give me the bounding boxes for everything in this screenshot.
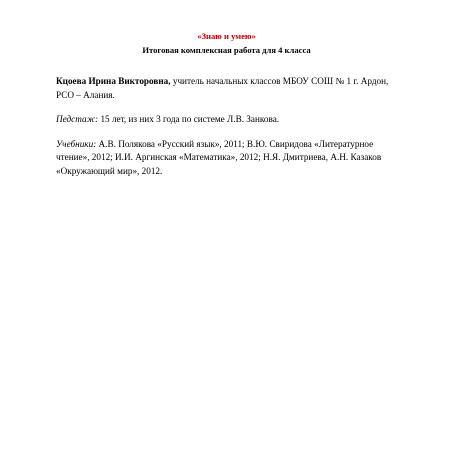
experience-paragraph: [56, 113, 397, 127]
author-name: Кцоева Ирина Викторовна,: [56, 76, 171, 86]
document-subtitle: Итоговая комплексная работа для 4 класса: [142, 45, 311, 55]
document-title: «Знаю и умею»: [197, 31, 256, 41]
experience-label: Педстаж:: [56, 114, 99, 124]
textbooks-label: Учебники:: [56, 138, 97, 149]
textbooks-paragraph: [56, 138, 397, 179]
experience-text: 15 лет, из них 3 года по системе Л.В. Занкова.: [98, 114, 280, 124]
author-paragraph: [56, 75, 397, 102]
author-position: учитель начальных классов МБОУ СОШ № 1 г. Ардон, РСО – Алания.: [56, 76, 389, 100]
textbooks-text: А.В. Полякова «Русский язык», 2011; В.Ю. Свиридова «Литературное чтение», 2012; И.И. Аргинская «Математика», 2012; Н.Я. Дмитриева, А.Н. Казаков «Окружающий мир», 2012.: [56, 138, 382, 176]
